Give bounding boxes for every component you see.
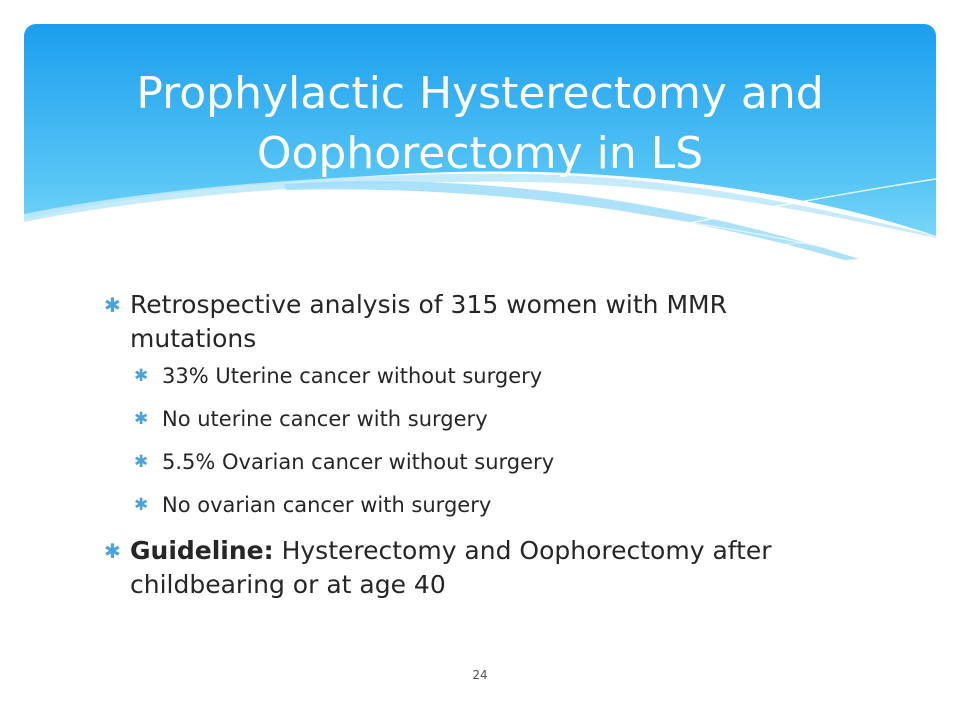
asterisk-bullet-icon: ✱ <box>134 409 149 429</box>
asterisk-bullet-icon: ✱ <box>134 366 149 386</box>
guideline-text: Hysterectomy and Oophorectomy after childbearing or at age 40 <box>130 536 772 599</box>
slide-body <box>104 288 844 608</box>
sub-bullet-text: 33% Uterine cancer without surgery <box>162 364 543 388</box>
page-number: 24 <box>472 668 488 682</box>
slide-title <box>24 64 936 184</box>
bullet-item-guideline <box>104 534 844 602</box>
slide-title-line-2: Oophorectomy in LS <box>256 128 704 179</box>
sub-bullet-item <box>134 362 844 390</box>
bullet-list <box>104 288 844 602</box>
sub-bullet-text: No ovarian cancer with surgery <box>162 493 492 517</box>
sub-bullet-item <box>134 448 844 476</box>
title-banner <box>24 24 936 274</box>
sub-bullet-item <box>134 405 844 433</box>
asterisk-bullet-icon: ✱ <box>104 293 121 317</box>
sub-bullet-text: No uterine cancer with surgery <box>162 407 488 431</box>
asterisk-bullet-icon: ✱ <box>134 452 149 472</box>
slide-title-line-1: Prophylactic Hysterectomy and <box>136 68 824 119</box>
sub-bullet-item <box>134 491 844 519</box>
guideline-label: Guideline: <box>130 536 274 565</box>
bullet-item <box>104 288 844 356</box>
bullet-text: Retrospective analysis of 315 women with MMR mutations <box>130 290 727 353</box>
asterisk-bullet-icon: ✱ <box>104 539 121 563</box>
asterisk-bullet-icon: ✱ <box>134 495 149 515</box>
sub-bullet-text: 5.5% Ovarian cancer without surgery <box>162 450 555 474</box>
